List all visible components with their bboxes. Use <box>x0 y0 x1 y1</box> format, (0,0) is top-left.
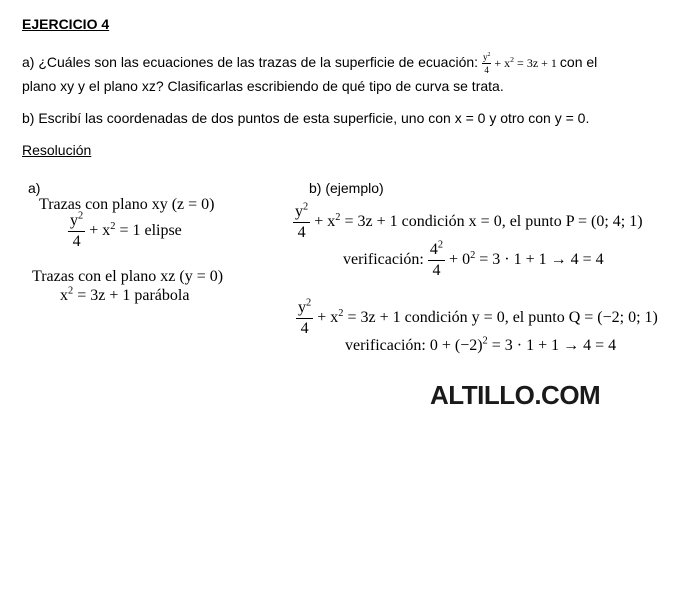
surface-equation: $\frac{y^2}{4}$ + $x^2 = 3z + 1$ <box>482 52 557 75</box>
xy-trace-equation: $\frac{y^2}{4}$ + $x^2 = 1$ elipse <box>70 210 182 250</box>
point-q-equation: $\frac{y^2}{4}$ + $x^2 = 3z + 1$ condición y = 0, el punto Q = (−2; 0; 1) <box>298 297 658 337</box>
exercise-title: EJERCICIO 4 <box>22 16 110 32</box>
question-a-line2: plano xy y el plano xz? Clasificarlas escribiendo de qué tipo de curva se trata. <box>22 78 504 94</box>
point-p-equation: $\frac{y^2}{4}$ + $x^2 = 3z + 1$ condición x = 0, el punto P = (0; 4; 1) <box>295 201 643 241</box>
verification-q: verificación: $0 + (-2)^2 = 3 \cdot 1 + 1 \to 4 = 4$ <box>345 335 617 354</box>
altillo-logo: ALTILLO.COM <box>430 380 601 410</box>
part-b-label: b) (ejemplo) <box>309 180 384 196</box>
xy-trace-title: Trazas con plano xy (z = 0) <box>39 196 215 213</box>
question-b: b) Escribí las coordenadas de dos puntos de esta superficie, uno con x = 0 y otro con y = 0. <box>22 110 590 126</box>
verification-p: verificación: $\frac{4^2}{4}$ + $0^2 = 3 \cdot 1 + 1 \to 4 = 4$ <box>343 239 604 279</box>
question-a-line1: a) ¿Cuáles son las ecuaciones de las trazas de la superficie de ecuación: $\frac{y^2}{4}$ + $x^2 = 3z + 1$ con el <box>22 52 598 75</box>
resolution-heading: Resolución <box>22 142 92 158</box>
xz-trace-equation: $x^2 = 3z + 1$ parábola <box>60 285 190 304</box>
xz-trace-title: Trazas con el plano xz (y = 0) <box>32 268 224 285</box>
part-a-label: a) <box>28 180 41 196</box>
